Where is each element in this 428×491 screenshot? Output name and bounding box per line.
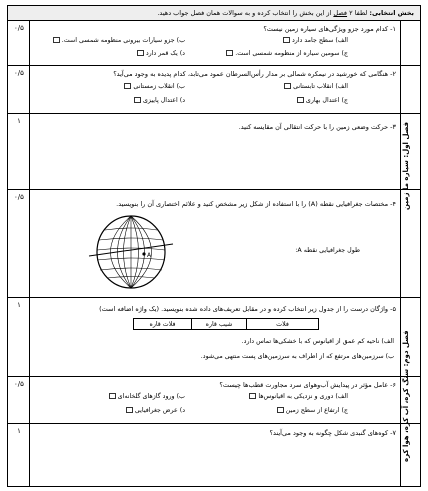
- q1-option-a[interactable]: الف) سطح جامد دارد: [281, 37, 348, 44]
- q2-option-d[interactable]: د) اعتدال پاییزی: [132, 97, 185, 104]
- word-bank-table: [133, 318, 319, 330]
- header-instruction-underlined: فصل: [333, 9, 348, 17]
- q2-option-c[interactable]: ج) اعتدال بهاری: [295, 97, 348, 104]
- q1-option-c[interactable]: ج) سومین سیاره از منظومه شمسی است.: [224, 50, 348, 57]
- question-2-score: ۰/۵: [14, 69, 24, 77]
- question-5-row: [8, 298, 420, 377]
- header-title: بخش انتخابی:: [369, 9, 414, 17]
- question-4-score: ۰/۵: [14, 193, 24, 201]
- question-7-text: ۷- کوه‌های گنبدی شکل چگونه به وجود می‌آیند؟: [269, 429, 396, 437]
- question-3-text: ۳- حرکت وضعی زمین را با حرکت انتقالی آن مقایسه کنید.: [238, 123, 396, 131]
- question-1-text: ۱- کدام مورد جزو ویژگی‌های سیاره زمین نیست؟: [263, 25, 396, 33]
- q6-option-b[interactable]: ب) ورود گازهای گلخانه‌ای: [107, 393, 185, 400]
- q6-option-a[interactable]: الف) دوری و نزدیکی به اقیانوس‌ها: [247, 393, 348, 400]
- word-bank-cell: فلات قاره: [134, 319, 192, 330]
- chapter2-label: فصل دوم: سنگ کره، آب کره، هوا کره: [402, 330, 410, 462]
- question-6-score: ۰/۵: [14, 380, 24, 388]
- q1-option-b-checkbox[interactable]: [53, 37, 60, 43]
- question-4-text: ۴- مختصات جغرافیایی نقطه (A) را با استفاده از شکل زیر مشخص کنید و علائم اختصاری آن را بنویسید.: [116, 200, 396, 208]
- question-5-text: ۵- واژگان درست را از جدول زیر انتخاب کرده و در مقابل تعریف‌های داده شده بنویسید. (یک واژه اضافه است): [99, 305, 396, 313]
- q1-option-a-checkbox[interactable]: [283, 37, 290, 43]
- question-5-score: ۱: [17, 301, 21, 309]
- question-1-row: [8, 21, 420, 66]
- q6-option-d-checkbox[interactable]: [126, 407, 133, 413]
- q1-option-d-checkbox[interactable]: [137, 50, 144, 56]
- q1-option-b[interactable]: ب) جزو سیارات بیرونی منظومه شمسی است.: [51, 37, 185, 44]
- q1-option-d[interactable]: د) یک قمر دارد: [135, 50, 185, 57]
- question-7-row: [8, 424, 420, 487]
- word-bank-cell: شیب قاره: [192, 319, 247, 330]
- q4-answer-label: طول جغرافیایی نقطه A:: [295, 247, 360, 254]
- q6-option-a-checkbox[interactable]: [249, 393, 256, 399]
- q2-option-d-checkbox[interactable]: [134, 97, 141, 103]
- globe-point-label: A: [147, 252, 152, 259]
- section-header: [8, 6, 420, 21]
- question-1-score: ۰/۵: [14, 24, 24, 32]
- chapter1-label: فصل اول: سیاره ما زمین: [402, 121, 410, 211]
- q2-option-b-checkbox[interactable]: [124, 83, 131, 89]
- exam-sheet: [7, 5, 421, 487]
- q2-option-c-checkbox[interactable]: [297, 97, 304, 103]
- question-2-text: ۲- هنگامی که خورشید در نیمکره شمالی بر مدار رأس‌السرطان عمود می‌تابد، کدام پدیده به وجود می‌آید؟: [113, 70, 396, 78]
- q6-option-c[interactable]: ج) ارتفاع از سطح زمین: [275, 407, 348, 414]
- question-3-score: ۱: [17, 117, 21, 125]
- q2-option-b[interactable]: ب) انقلاب زمستانی: [122, 83, 185, 90]
- q6-option-b-checkbox[interactable]: [109, 393, 116, 399]
- question-3-row: [8, 114, 420, 190]
- q2-option-a[interactable]: الف) انقلاب تابستانی: [282, 83, 348, 90]
- q5-definition-b: ب) سرزمین‌های مرتفع که از اطراف به سرزمین‌های پست منتهی می‌شود.: [200, 353, 394, 360]
- q6-option-d[interactable]: د) عرض جغرافیایی: [124, 407, 185, 414]
- header-instruction-post: از این بخش را انتخاب کرده و به سوالات همان فصل جواب دهید.: [157, 9, 332, 17]
- question-2-row: [8, 66, 420, 114]
- q1-option-c-checkbox[interactable]: [226, 50, 233, 56]
- question-6-text: ۶- عامل مؤثر در پیدایش آب‌وهوای سرد مجاورت قطب‌ها چیست؟: [219, 381, 396, 389]
- question-4-row: [8, 190, 420, 298]
- q6-option-c-checkbox[interactable]: [277, 407, 284, 413]
- word-bank-cell: فلات: [247, 319, 319, 330]
- q5-definition-a: الف) ناحیه کم عمق از اقیانوس که با خشکی‌ها تماس دارد.: [241, 338, 394, 345]
- question-7-score: ۱: [17, 427, 21, 435]
- question-6-row: [8, 377, 420, 424]
- header-instruction-pre: لطفا ۲: [349, 9, 368, 17]
- q2-option-a-checkbox[interactable]: [284, 83, 291, 89]
- globe-diagram: [86, 212, 176, 292]
